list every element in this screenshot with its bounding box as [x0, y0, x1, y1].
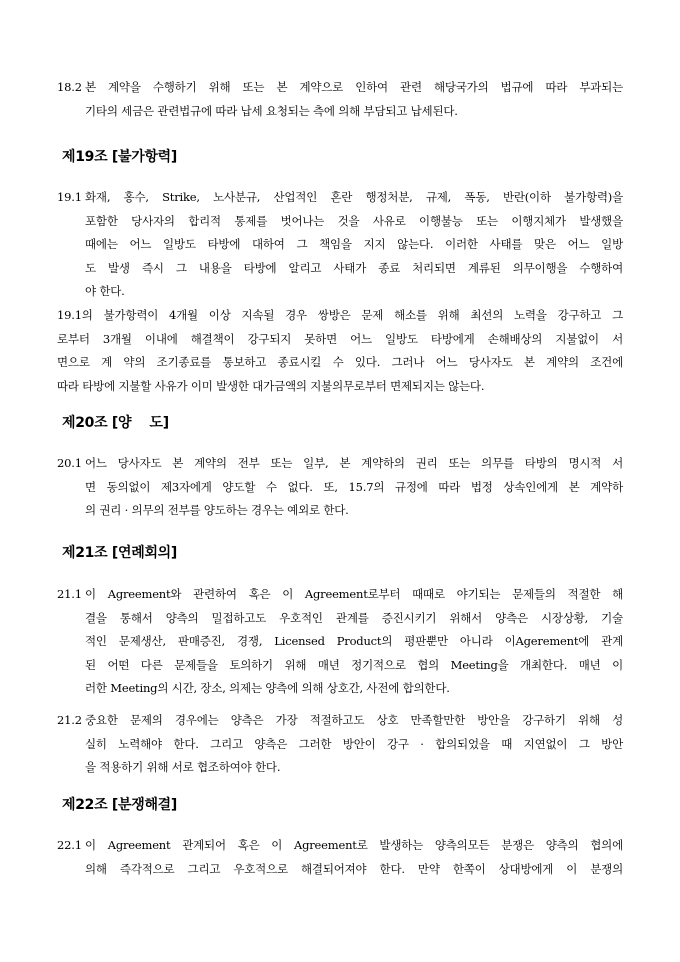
article-19-heading: 제19조 [불가항력] — [62, 149, 177, 165]
article-22-heading: 제22조 [분쟁해결] — [62, 797, 177, 813]
clause-text-line: 때에는 어느 일방도 타방에 대하여 그 책임을 지지 않는다. 이러한 사태를 맞은 어느 일방 — [85, 237, 623, 251]
clause-number: 19.1 — [57, 190, 82, 204]
clause-21-2 — [57, 709, 623, 780]
clause-text-line: 중요한 문제의 경우에는 양측은 가장 적절하고도 상호 만족할만한 방안을 강구하기 위해 성 — [85, 713, 623, 727]
clause-19-1-continued — [57, 304, 623, 398]
clause-text-line: 러한 Meeting의 시간, 장소, 의제는 양측에 의해 상호간, 사전에 합의한다. — [85, 681, 450, 695]
clause-19-1 — [57, 186, 623, 304]
clause-text-line: 어느 당사자도 본 계약의 전부 또는 일부, 본 계약하의 권리 또는 의무를 타방의 명시적 서 — [85, 456, 623, 470]
clause-number: 21.2 — [57, 713, 82, 727]
clause-text-line: 실히 노력해야 한다. 그리고 양측은 그러한 방안이 강구 · 합의되었을 때 지연없이 그 방안 — [85, 736, 623, 751]
clause-text-line: 도 발생 즉시 그 내용을 타방에 알리고 사태가 종료 처리되면 계류된 의무이행을 수행하여 — [85, 260, 623, 275]
clause-text-line: 을 적용하기 위해 서로 협조하여야 한다. — [85, 760, 281, 774]
clause-text-line: 의 권리 · 의무의 전부를 양도하는 경우는 예외로 한다. — [85, 503, 349, 517]
clause-text-line: 의해 즉각적으로 그리고 우호적으로 해결되어져야 한다. 만약 한쪽이 상대방에게 이 분쟁의 — [85, 861, 623, 876]
clause-text-line: 된 어떤 다른 문제들을 토의하기 위해 매년 정기적으로 협의 Meeting을 개최한다. 매년 이 — [85, 657, 623, 672]
clause-text-line: 본 계약을 수행하기 위해 또는 본 계약으로 인하여 관련 해당국가의 법규에 따라 부과되는 — [85, 80, 623, 94]
clause-22-1 — [57, 834, 623, 881]
clause-text-line: 면 동의없이 제3자에게 양도할 수 없다. 또, 15.7의 규정에 따라 법정 상속인에게 본 계약하 — [85, 479, 623, 494]
article-20-heading-text: 제20조 [양 도] — [62, 415, 169, 431]
clause-text-line: 따라 타방에 지불할 사유가 이미 발생한 대가금액의 지불의무로부터 면제되지는 않는다. — [57, 378, 485, 393]
clause-number: 22.1 — [57, 838, 82, 852]
clause-text-line: 포함한 당사자의 합리적 통제를 벗어나는 것을 사유로 이행불능 또는 이행지체가 발생했을 — [85, 213, 623, 228]
clause-text-line: 결을 통해서 양측의 밀접하고도 우호적인 관계를 증진시키기 위해서 양측은 시장상황, 기술 — [85, 610, 623, 625]
clause-text-line: 19.1의 불가항력이 4개월 이상 지속될 경우 쌍방은 문제 해소를 위해 최선의 노력을 강구하고 그 — [57, 308, 623, 322]
clause-text-line: 기타의 세금은 관련법규에 따라 납세 요청되는 측에 의해 부담되고 납세된다. — [85, 103, 458, 118]
clause-text-line: 야 한다. — [85, 284, 125, 298]
clause-number: 20.1 — [57, 456, 82, 470]
clause-text-line: 로부터 3개월 이내에 해결책이 강구되지 못하면 어느 일방도 타방에게 손해배상의 지불없이 서 — [57, 331, 623, 346]
article-20-heading — [62, 412, 169, 432]
article-21-heading: 제21조 [연례회의] — [62, 545, 177, 561]
clause-text-line: 화재, 홍수, Strike, 노사분규, 산업적인 혼란 행정처분, 규제, 폭동, 반란(이하 불가항력)을 — [85, 190, 623, 204]
clause-20-1 — [57, 452, 623, 523]
clause-text-line: 이 Agreement와 관련하여 혹은 이 Agreement로부터 때때로 야기되는 문제들의 적절한 해 — [85, 587, 623, 601]
clause-number: 18.2 — [57, 80, 82, 94]
clause-number: 21.1 — [57, 587, 82, 601]
clause-18-2 — [57, 76, 623, 123]
clause-text-line: 면으로 계 약의 조기종료를 통보하고 종료시킬 수 있다. 그러나 어느 당사자도 본 계약의 조건에 — [57, 355, 623, 369]
clause-text-line: 이 Agreement 관계되어 혹은 이 Agreement로 발생하는 양측의모든 분쟁은 양측의 협의에 — [85, 838, 623, 852]
clause-text-line: 적인 문제생산, 판매증진, 경쟁, Licensed Product의 평판뿐만 아니라 이Agerement에 관계 — [85, 634, 623, 648]
clause-21-1 — [57, 583, 623, 701]
